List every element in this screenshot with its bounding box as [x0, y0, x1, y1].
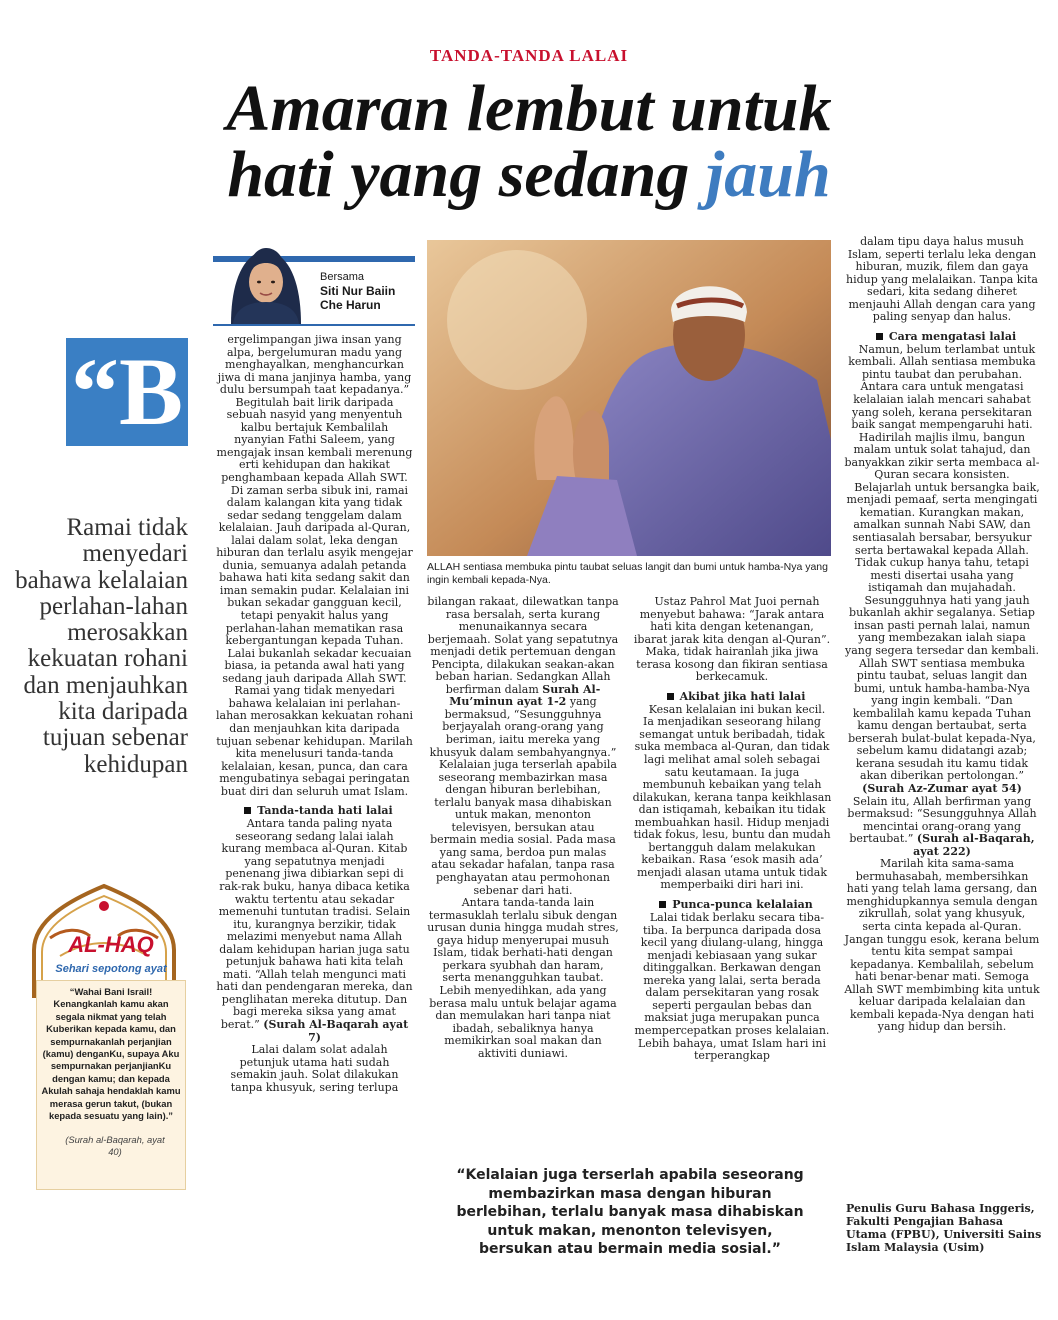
byline-label: Bersama — [320, 271, 365, 283]
paragraph: Lalai dalam solat adalah petunjuk utama hati sudah semakin jauh. Solat dilakukan tanpa khusyuk, sering terlupa — [230, 1043, 399, 1094]
paragraph: Lalai tidak berlaku secara tiba-tiba. Ia berpunca daripada dosa kecil yang diulang-ulang, hingga menjadi kebiasaan yang sukar ditinggalkan. Berkawan dengan mereka yang lalai, serta berada dalam persekitaran yang rosak seperti pergaulan bebas dan maksiat juga merupakan punca mempercepatkan proses kelalaian. Lebih bahaya, umat Islam hari ini terperangkap — [634, 911, 830, 1063]
paragraph — [844, 595, 1040, 858]
paragraph-text: yang bermaksud, “Sesungguhnya berjayalah orang-orang yang beriman, iaitu mereka yang khusyuk dalam sembahyangnya.” — [429, 695, 617, 759]
paragraph — [216, 818, 413, 1044]
headline — [0, 72, 1058, 211]
paragraph: ergelimpangan jiwa insan yang alpa, bergelumuran madu yang menghayalkan, menghancurkan jiwa di mana janjinya hamba, yang dulu bersumpah taat kepadanya.” Begitulah bait lirik daripada sebuah nasyid yang menyentuh kalbu bertajuk Kembalilah nyanyian Fathi Saleem, yang mengajak insan kembali merenung erti kehidupan dan hakikat penghambaan kepada Allah SWT. — [216, 333, 413, 485]
paragraph: Ustaz Pahrol Mat Juoi pernah menyebut bahawa: “Jarak antara hati kita dengan ketenangan, ibarat jarak kita dengan al-Quran”. Maka, tidak hairanlah jika jiwa terasa kosong dan fikiran sentiasa berkecamuk. — [633, 595, 831, 684]
writer-credit: Penulis Guru Bahasa Inggeris, Fakulti Pengajian Bahasa Utama (FPBU), Universiti Sains Islam Malaysia (Usim) — [846, 1202, 1042, 1254]
paragraph: Belajarlah untuk bersangka baik, menjadi pemaaf, serta mengingati kematian. Kurangkan makan, amalkan sunnah Nabi SAW, dan sentiasalah bersabar, bersyukur serta bertawakal kepada Allah. Tidak cukup hanya tahu, tetapi mesti disertai usaha yang istiqamah dan mujahadah. — [846, 480, 1040, 595]
drop-cap: “B — [66, 338, 188, 446]
sidebar-title: AL-HAQ — [68, 932, 154, 957]
subheading: Cara mengatasi lalai — [844, 330, 1040, 344]
paragraph-text: bilangan rakaat, dilewatkan tanpa rasa bersalah, serta kurang menunaikannya secara berjemaah. Solat yang sepatutnya menjadi detik pertemuan dengan Pencipta, dilakukan seakan-akan beban harian. Sedangkan Allah berfirman dalam — [427, 595, 619, 696]
paragraph: Marilah kita sama-sama bermuhasabah, membersihkan hati yang telah lama gersang, dan menghidupkannya semula dengan zikrullah, solat yang khusyuk, serta cinta kepada al-Quran. Jangan tunggu esok, kerana belum tentu kita sempat sampai kepadanya. Kembalilah, sebelum hati benar-benar mati. Semoga Allah SWT membimbing kita untuk keluar daripada kelalaian dan kembali kepada-Nya dengan hati yang hidup dan bersih. — [844, 857, 1040, 1034]
paragraph — [427, 596, 619, 759]
scripture-reference: (Surah Az-Zumar ayat 54) — [862, 781, 1022, 795]
author-name-line-1: Siti Nur Baiin — [320, 284, 396, 298]
paragraph-text: Sesungguhnya hati yang jauh bukanlah akhir segalanya. Setiap insan pasti pernah lalai, namun yang membezakan ialah siapa yang segera tersedar dan kembali. Allah SWT sentiasa membuka pintu taubat, seluas langit dan bumi, untuk hamba-hamba-Nya yang ingin kembali. “Dan kembalilah kamu kepada Tuhan kamu dengan bertaubat, serta berserah bulat-bulat kepada-Nya, sebelum kamu didatangi azab; kerana sesudah itu kamu tidak akan diberikan pertolongan.” — [844, 593, 1040, 783]
article-column-1 — [216, 334, 413, 1259]
paragraph: Lalai bukanlah sekadar kecuaian biasa, ia petanda awal hati yang sedang jauh daripada Allah SWT. Ramai yang tidak menyedari bahawa kelalaian ini perlahan-lahan merosakkan kekuatan rohani dan menjauhkan kita daripada tujuan sebenar kehidupan. Marilah kita menelusuri tanda-tanda kelalaian, kesan, punca, dan cara mengubatinya sebagai peringatan buat diri dan seluruh umat Islam. — [216, 646, 413, 798]
article-column-2 — [427, 596, 619, 1181]
subheading: Tanda-tanda hati lalai — [216, 804, 413, 818]
paragraph: Kesan kelalaian ini bukan kecil. Ia menjadikan seseorang hilang semangat untuk beribadah, tidak suka membaca al-Quran, dan tidak lagi melihat amal soleh sebagai satu keutamaan. Ia juga membunuh kebaikan yang telah dilakukan, kerana tanpa keikhlasan dan istiqamah, kebaikan itu tidak membuahkan hasil. Hidup menjadi tidak fokus, lesu, buntu dan mudah bertangguh dalam melakukan kebaikan. Rasa ‘esok masih ada’ menjadi alasan utama untuk tidak memperbaiki diri hari ini. — [632, 702, 832, 892]
article-column-4 — [844, 236, 1040, 1256]
verse-text: “Wahai Bani Israil! Kenangkanlah kamu akan segala nikmat yang telah Kuberikan kepada kamu, dan sempurnakanlah perjanjian (kamu) denganKu, supaya Aku sempurnakan perjanjianKu dengan kamu; dan kepada Akulah sahaja hendaklah kamu merasa gerun takut, (bukan kepada sesuatu yang lain).” — [41, 986, 181, 1122]
author-byline — [213, 256, 415, 326]
section-kicker: TANDA-TANDA LALAI — [429, 46, 629, 65]
paragraph-text: Selain itu, Allah berfirman yang bermaksud: “Sesungguhnya Allah mencintai orang-orang yang bertaubat.” — [847, 794, 1037, 846]
paragraph: Kelalaian juga terserlah apabila seseorang membazirkan masa dengan hiburan berlebihan, terlalu banyak masa dihabiskan untuk makan, menonton televisyen, bersukan atau bermain media sosial. Pada masa yang sama, berdoa pun malas atau sekadar hafalan, tanpa rasa penghayatan atau permohonan sebenar dari hati. — [430, 758, 617, 897]
subheading: Punca-punca kelalaian — [632, 898, 832, 912]
left-pull-quote: Ramai tidak menyedari bahawa kelalaian perlahan-lahan merosakkan kekuatan rohani dan menjauhkan kita daripada tujuan sebenar kehidupan — [15, 514, 188, 778]
paragraph-text: Antara tanda paling nyata seseorang sedang lalai ialah kurang membaca al-Quran. Kitab yang sepatutnya menjadi penenang jiwa dibiarkan sepi di rak-rak buku, hanya dibaca ketika waktu tertentu atau sekadar memenuhi tuntutan tradisi. Selain itu, kurangnya berzikir, tidak melazimi menyebut nama Allah dalam kehidupan harian juga satu petunjuk bahawa hati kita telah mati. “Allah telah mengunci mati hati dan pendengaran mereka, dan penglihatan mereka ditutup. Dan bagi mereka siksa yang amat berat.” — [216, 817, 413, 1031]
scripture-reference: (Surah al-Baqarah, ayat 222) — [913, 832, 1035, 858]
headline-accent-word: jauh — [705, 138, 831, 211]
paragraph: Namun, belum terlambat untuk kembali. Allah sentiasa membuka pintu taubat dan perubahan. Antara cara untuk mengatasi kelalaian ialah mencari sahabat yang soleh, kerana persekitaran baik sangat mempengaruhi hati. Hadirilah majlis ilmu, bangun malam untuk solat tahajud, dan banyakkan zikir serta membaca al-Quran secara konsisten. — [844, 342, 1040, 482]
sidebar-subtitle: Sehari sepotong ayat — [55, 963, 167, 975]
author-name-line-2: Che Harun — [320, 298, 381, 312]
byline-text — [320, 270, 395, 312]
headline-line-2: hati yang sedang — [227, 138, 706, 211]
author-avatar — [227, 236, 305, 324]
verse-source: (Surah al-Baqarah, ayat 40) — [65, 1134, 165, 1157]
headline-line-1: Amaran lembut untuk — [226, 72, 832, 145]
subheading: Akibat jika hati lalai — [632, 690, 832, 704]
scripture-reference: Surah Al-Mu’minun ayat 1-2 — [449, 682, 601, 709]
paragraph: Antara tanda-tanda lain termasuklah terlalu sibuk dengan urusan dunia hingga mudah stres, gaya hidup menyerupai musuh Islam, tidak berhati-hati dengan perkara syubhah dan haram, serta menangguhkan taubat. Lebih menyedihkan, ada yang berasa malu untuk belajar agama dan memulakan hari tanpa niat ibadah, sebaliknya hanya memikirkan soal makan dan aktiviti duniawi. — [427, 896, 619, 1060]
paragraph: dalam tipu daya halus musuh Islam, seperti terlalu leka dengan hiburan, muzik, filem dan gaya hidup yang melalaikan. Tanpa kita sedari, kita sedang diheret menjauhi Allah dengan cara yang paling senyap dan halus. — [846, 235, 1038, 324]
scripture-reference: (Surah Al-Baqarah ayat 7) — [263, 1017, 409, 1044]
article-column-3 — [632, 596, 832, 1181]
article-photo — [427, 240, 831, 556]
paragraph: Di zaman serba sibuk ini, ramai dalam kalangan kita yang tidak sedar sedang tenggelam dalam kelalaian. Jauh daripada al-Quran, lalai dalam solat, leka dengan hiburan dan terlalu asyik mengejar dunia, semuanya adalah petanda bahawa hati kita sedang sakit dan iman semakin pudar. Kelalaian ini bukan sekadar gangguan kecil, tetapi penyakit halus yang perlahan-lahan mematikan rasa kebergantungan kepada Tuhan. — [216, 483, 413, 648]
bottom-pull-quote: “Kelalaian juga terserlah apabila seseorang membazirkan masa dengan hiburan berlebihan, terlalu banyak masa dihabiskan untuk makan, menonton televisyen, bersukan atau bermain media sosial.” — [456, 1167, 804, 1258]
photo-caption: ALLAH sentiasa membuka pintu taubat seluas langit dan bumi untuk hamba-Nya yang ingin kembali kepada-Nya. — [427, 561, 828, 586]
